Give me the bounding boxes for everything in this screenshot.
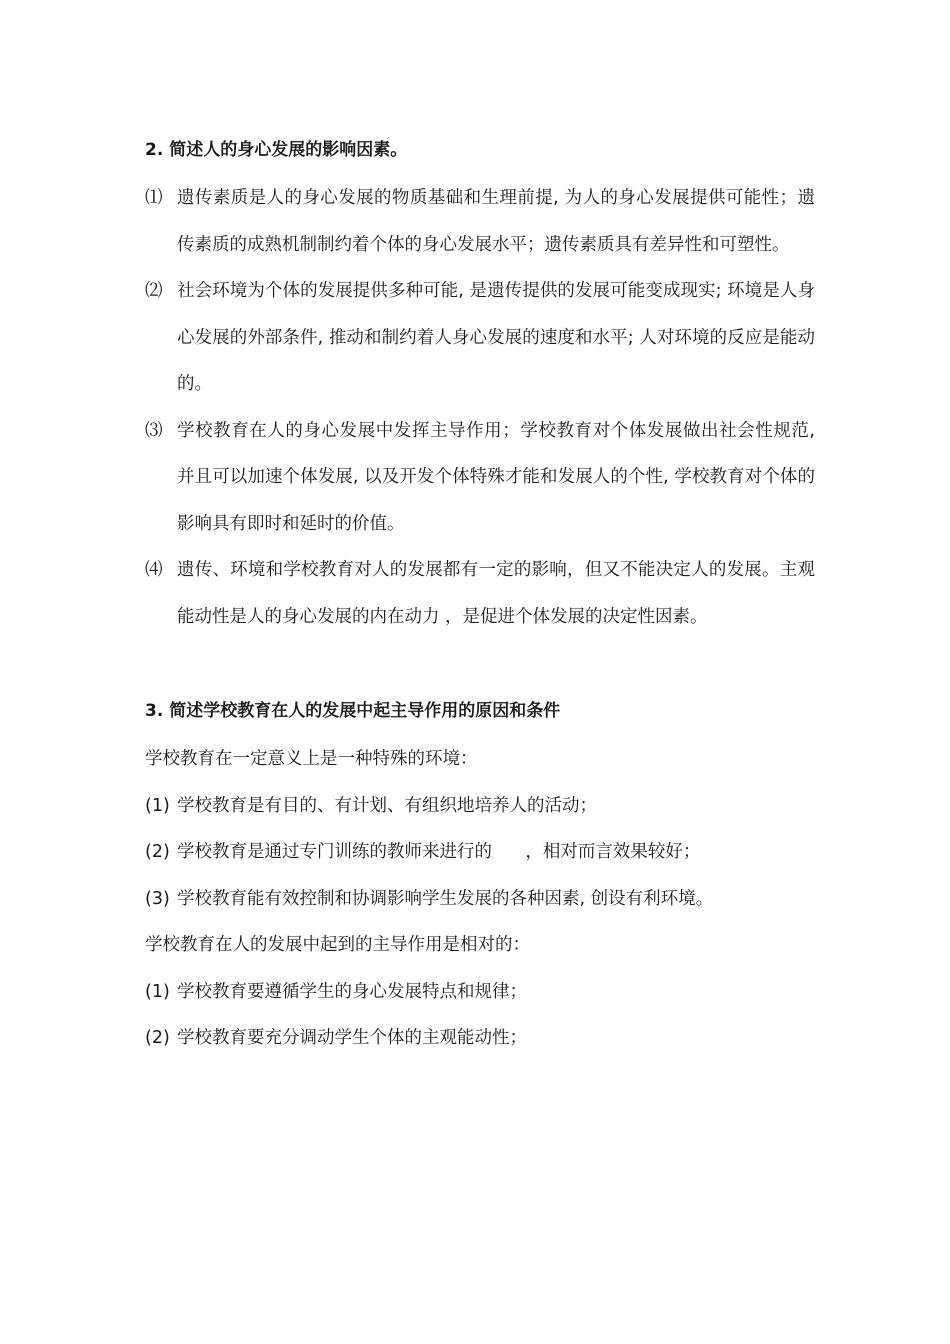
section-2-item-4 <box>145 547 815 640</box>
item-number: (2) <box>145 1028 170 1048</box>
item-text: 遗传素质是人的身心发展的物质基础和生理前提, 为人的身心发展提供可能性；遗传素质的成熟机制制约着个体的身心发展水平；遗传素质具有差异性和可塑性。 <box>177 188 815 255</box>
item-number: (2) <box>145 842 170 862</box>
item-text: 学校教育在人的身心发展中发挥主导作用；学校教育对个体发展做出社会性规范, 并且可以加速个体发展, 以及开发个体特殊才能和发展人的个性, 学校教育对个体的影响具有即时和延时的价值。 <box>177 420 815 534</box>
section-3-intro-2: 学校教育在人的发展中起到的主导作用是相对的： <box>145 935 530 955</box>
item-number: (1) <box>145 795 170 816</box>
item-text: 学校教育要遵循学生的身心发展特点和规律； <box>177 981 527 1002</box>
item-text: 社会环境为个体的发展提供多种可能, 是遗传提供的发展可能变成现实; 环境是人身心发展的外部条件, 推动和制约着人身心发展的速度和水平; 人对环境的反应是能动的。 <box>177 281 815 394</box>
section-3-list1-item-3 <box>145 876 815 923</box>
section-2-item-1 <box>145 175 815 268</box>
item-number: (1) <box>145 981 170 1002</box>
section-2-heading: 2. 简述人的身心发展的影响因素。 <box>145 140 408 160</box>
item-text: 学校教育要充分调动学生个体的主观能动性； <box>177 1028 527 1048</box>
section-3-list1-item-2 <box>145 829 815 876</box>
item-text: 遗传、环境和学校教育对人的发展都有一定的影响，但又不能决定人的发展。主观能动性是人的身心发展的内在动力 ，是促进个体发展的决定性因素。 <box>177 560 815 627</box>
section-3-list2-item-1 <box>145 969 815 1016</box>
section-3-heading: 3. 简述学校教育在人的发展中起主导作用的原因和条件 <box>145 701 561 721</box>
item-text: 学校教育是通过专门训练的教师来进行的 ，相对而言效果较好； <box>177 842 701 862</box>
item-number: ⑷ <box>145 560 163 580</box>
item-text: 学校教育能有效控制和协调影响学生发展的各种因素, 创设有利环境。 <box>177 888 714 909</box>
document-content <box>145 133 815 1062</box>
item-number: ⑶ <box>145 420 163 441</box>
item-number: ⑵ <box>145 281 163 301</box>
section-3-list1-item-1 <box>145 783 815 830</box>
item-text: 学校教育是有目的、有计划、有组织地培养人的活动； <box>177 795 597 816</box>
section-3-list2-item-2 <box>145 1015 815 1062</box>
item-number: (3) <box>145 888 170 909</box>
item-number: ⑴ <box>145 188 163 208</box>
section-2-item-2 <box>145 268 815 408</box>
section-3-intro-1: 学校教育在一定意义上是一种特殊的环境： <box>145 749 478 769</box>
section-2-item-3 <box>145 408 815 548</box>
